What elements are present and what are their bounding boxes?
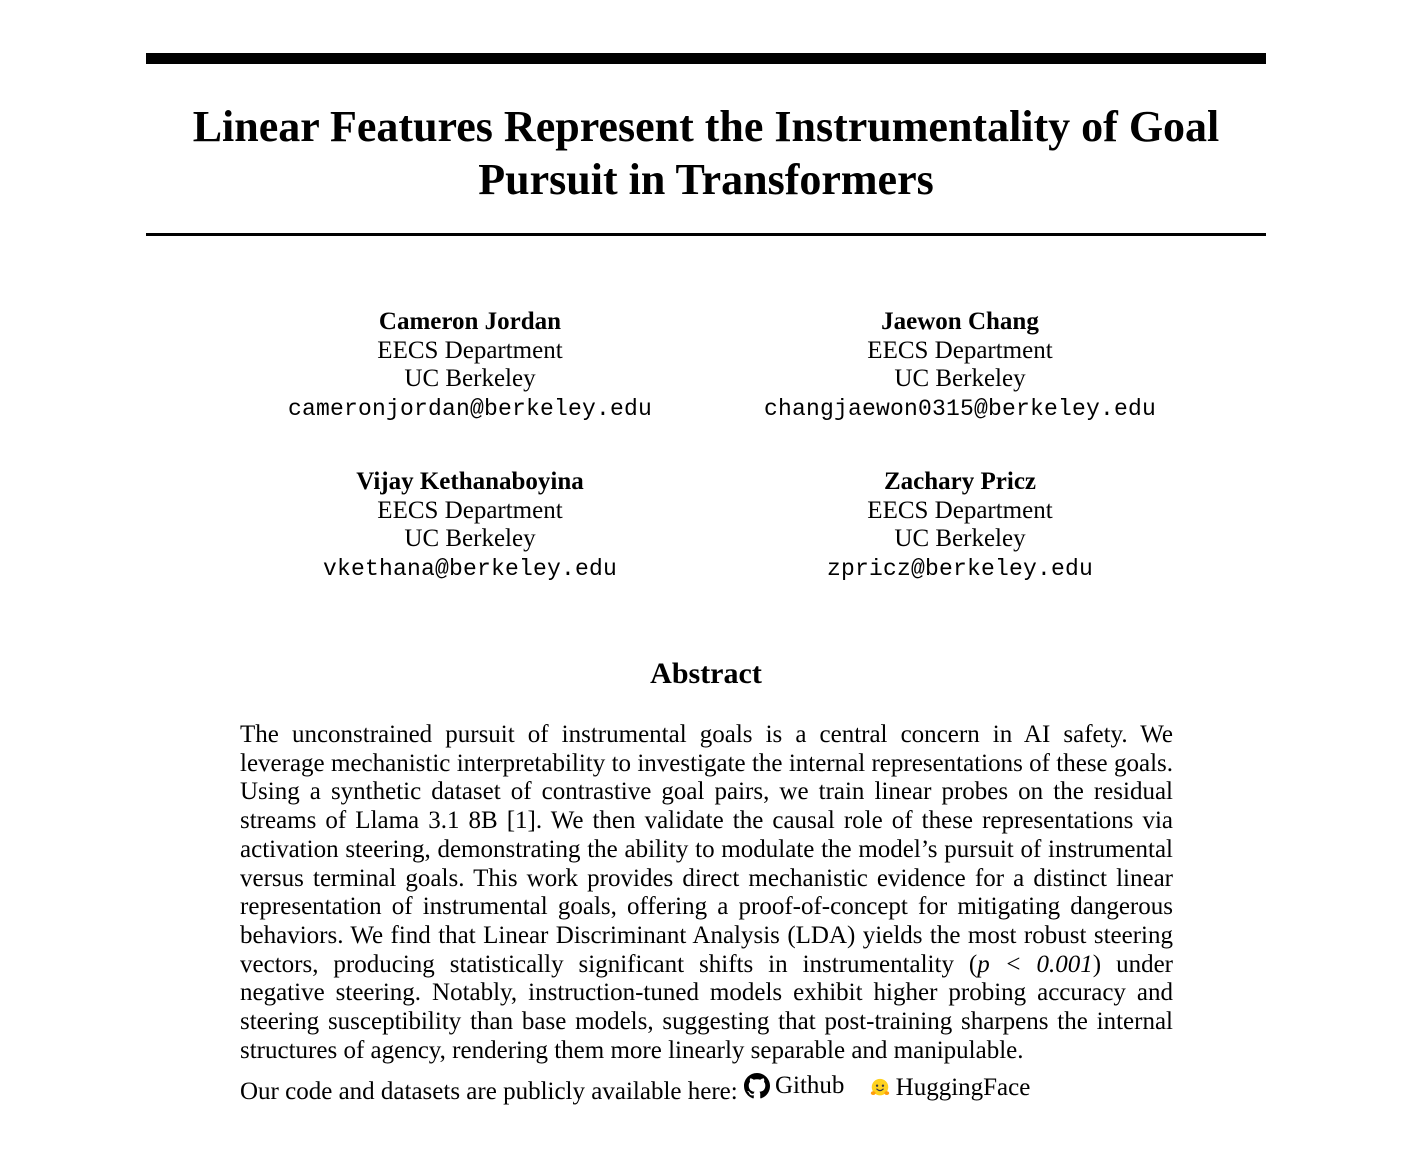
author-block (680, 468, 1240, 584)
author-email[interactable]: cameronjordan@berkeley.edu (287, 395, 653, 422)
author-name: Zachary Pricz (883, 468, 1037, 495)
abstract-heading: Abstract (650, 657, 762, 690)
huggingface-label: HuggingFace (895, 1074, 1031, 1101)
huggingface-link[interactable] (851, 1073, 1031, 1103)
author-department: EECS Department (377, 336, 563, 364)
abstract-text-part: ) under negative steering. Notably, instruction-tuned models exhibit higher probing accuracy and steering susceptibility than base models, suggesting that post-training sharpens the internal structures of agency, rendering them more linearly separable and manipulable. (240, 950, 1174, 1064)
huggingface-icon (869, 1077, 891, 1099)
author-email[interactable]: zpricz@berkeley.edu (826, 555, 1094, 582)
author-department: EECS Department (377, 496, 563, 524)
github-link[interactable] (744, 1071, 844, 1101)
abstract-text (240, 721, 1173, 1065)
availability-text: Our code and datasets are publicly available here: (240, 1078, 738, 1105)
title-top-rule (146, 53, 1266, 64)
author-department: EECS Department (867, 336, 1053, 364)
github-label: Github (774, 1072, 845, 1099)
author-department: EECS Department (867, 496, 1053, 524)
author-block (680, 308, 1240, 424)
author-email[interactable]: vkethana@berkeley.edu (322, 555, 618, 582)
author-email[interactable]: changjaewon0315@berkeley.edu (763, 395, 1157, 422)
author-name: Jaewon Chang (881, 308, 1039, 335)
author-block (190, 468, 750, 584)
author-block (190, 308, 750, 424)
abstract-text-part: The unconstrained pursuit of instrumental goals is a central concern in AI safety. We leverage mechanistic interpretability to investigate the internal representations of these goals. Using a synthetic dataset of contrastive goal pairs, we train linear probes on the residual streams of Llama 3.1 8B [1]. We then validate the causal role of these representations via activation steering, demonstrating the ability to modulate the model’s pursuit of instrumental versus terminal goals. This work provides direct mechanistic evidence for a distinct linear representation of instrumental goals, offering a proof-of-concept for mitigating dangerous behaviors. We find that Linear Discriminant Analysis (LDA) yields the most robust steering vectors, producing statistically significant shifts in instrumentality ( (240, 721, 1173, 978)
author-institution: UC Berkeley (894, 525, 1026, 552)
title-bottom-rule (146, 233, 1266, 236)
author-institution: UC Berkeley (404, 525, 536, 552)
paper-title: Linear Features Represent the Instrumentality of Goal Pursuit in Transformers (192, 102, 1220, 204)
author-name: Vijay Kethanaboyina (356, 468, 584, 495)
abstract-math: p < 0.001 (977, 950, 1093, 978)
github-icon (744, 1073, 770, 1099)
availability-line (240, 1071, 1173, 1107)
author-institution: UC Berkeley (404, 365, 536, 392)
author-institution: UC Berkeley (894, 365, 1026, 392)
author-name: Cameron Jordan (378, 308, 562, 335)
